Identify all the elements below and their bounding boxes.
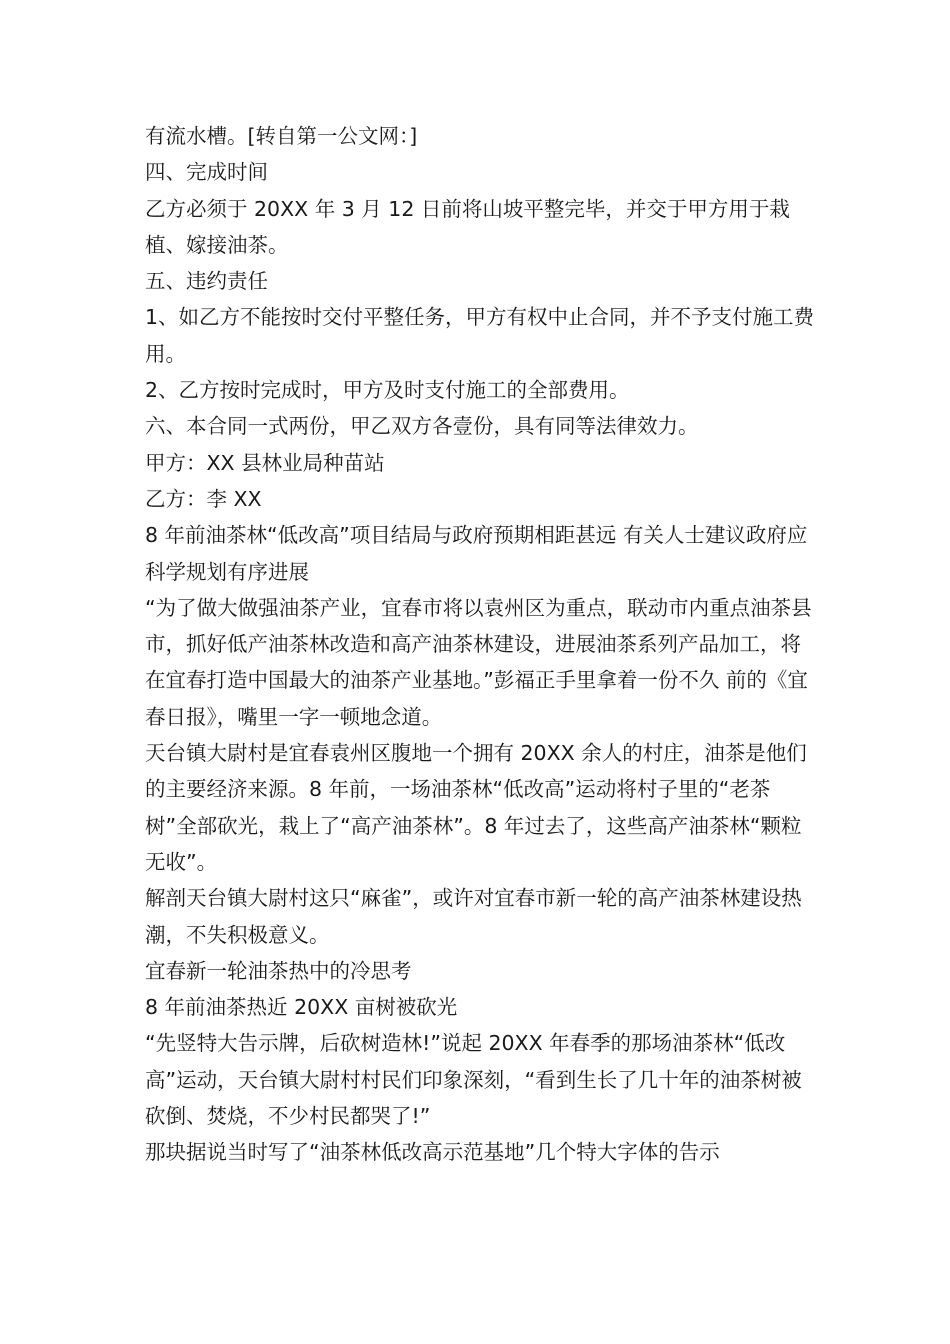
paragraph: 有流水槽。[转自第一公文网：] xyxy=(145,124,418,148)
section-heading: 四、完成时间 xyxy=(145,160,268,185)
paragraph: 解剖天台镇大尉村这只“麻雀”，或许对宜春市新一轮的高产油茶林建设热潮，不失积极意义。 xyxy=(145,886,802,947)
document-body xyxy=(145,118,815,1171)
paragraph: 1、如乙方不能按时交付平整任务，甲方有权中止合同，并不予支付施工费用。 xyxy=(145,305,815,366)
subheading: 8 年前油茶热近 20XX 亩树被砍光 xyxy=(145,995,458,1020)
paragraph: 乙方必须于 20XX 年 3 月 12 日前将山坡平整完毕，并交于甲方用于栽植、嫁接油茶。 xyxy=(145,196,790,257)
paragraph: 六、本合同一式两份，甲乙双方各壹份，具有同等法律效力。 xyxy=(145,414,699,439)
paragraph: “为了做大做强油茶产业，宜春市将以袁州区为重点，联动市内重点油茶县市，抓好低产油茶林改造和高产油茶林建设，进展油茶系列产品加工，将在宜春打造中国最大的油茶产业基地。”彭福正手里拿着一份不久 前的《宜春日报》，嘴里一字一顿地念道。 xyxy=(145,595,812,729)
party-a-line: 甲方：XX 县林业局种苗站 xyxy=(145,450,385,475)
subheading: 宜春新一轮油茶热中的冷思考 xyxy=(145,958,412,983)
paragraph: 那块据说当时写了“油茶林低改高示范基地”几个特大字体的告示 xyxy=(145,1140,720,1165)
section-heading: 五、违约责任 xyxy=(145,269,268,294)
paragraph: 天台镇大尉村是宜春袁州区腹地一个拥有 20XX 余人的村庄，油茶是他们的主要经济来源。8 年前，一场油茶林“低改高”运动将村子里的“老茶树”全部砍光，栽上了“高产油茶林”。8 年过去了，这些高产油茶林“颗粒无收”。 xyxy=(145,741,807,874)
party-b-line: 乙方：李 XX xyxy=(145,486,262,511)
paragraph: 2、乙方按时完成时，甲方及时支付施工的全部费用。 xyxy=(145,378,630,403)
paragraph: “先竖特大告示牌，后砍树造林!”说起 20XX 年春季的那场油茶林“低改高”运动，天台镇大尉村村民们印象深刻，“看到生长了几十年的油茶树被砍倒、焚烧，不少村民都哭了!” xyxy=(145,1031,802,1129)
article-headline: 8 年前油茶林“低改高”项目结局与政府预期相距甚远 有关人士建议政府应科学规划有序进展 xyxy=(145,523,808,584)
